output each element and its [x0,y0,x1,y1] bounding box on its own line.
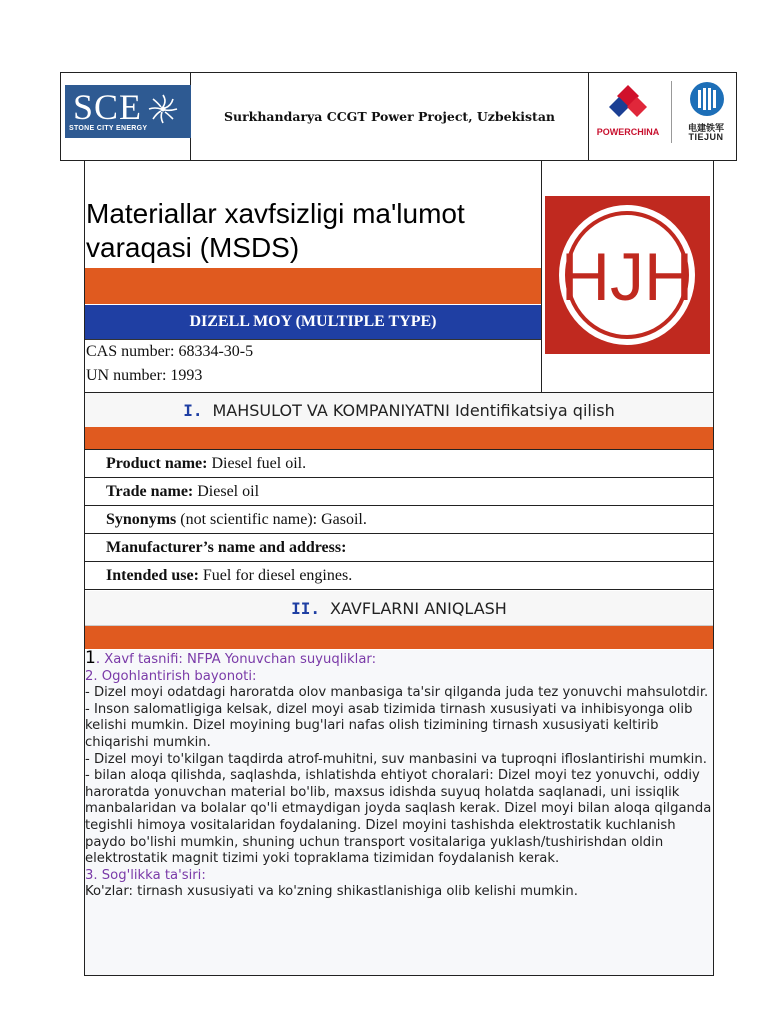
item3-heading: 3. Sog'likka ta'siri: [85,867,206,883]
hazards-content [85,650,713,975]
powerchina-text: POWERCHINA [596,127,660,137]
hjh-emblem-icon [545,196,710,354]
section2-title: XAVFLARNI ANIQLASH [330,598,507,618]
item1-number: 1 [85,648,96,668]
tiejun-chinese-text: 电建铁军 [687,124,724,134]
cas-number: CAS number: 68334-30-5 [86,343,254,360]
section2-header [85,591,713,626]
orange-bar [85,268,541,304]
sce-logo [65,85,191,138]
section1-orange-bar [85,427,713,450]
manufacturer-row: Manufacturer’s name and address: [85,534,713,562]
logo-separator [671,81,672,143]
section2-number: II. [291,598,321,618]
product-banner: DIZELL MOY (MULTIPLE TYPE) [85,305,541,339]
document-title: Materiallar xavfsizligi ma'lumot varaqasi (MSDS) [86,198,465,263]
product-name-row: Product name: Diesel fuel oil. [85,450,713,478]
item2-para3: - Dizel moyi to'kilgan taqdirda atrof-muhitni, suv manbasini va tuproqni ifloslantirishi mumkin. [85,751,707,767]
sce-logo-cell [61,73,191,160]
item2-para1: - Dizel moyi odatdagi haroratda olov manbasiga ta'sir qilganda juda tez yonuvchi mahsulotdir. [85,685,709,701]
section1-header [85,393,713,428]
banner-underline [85,339,541,340]
hjh-stamp-image [545,196,710,354]
sce-logo-text: SCE [73,87,143,127]
title-stamp-divider [541,161,542,392]
item1 [85,650,713,669]
section1-number: I. [183,400,203,420]
item2-para4: - bilan aloqa qilishda, saqlashda, ishlatishda ehtiyot choralari: Dizel moyi tez yonuvchi, oddiy haroratda yonuvchan material bo'lib, maxsus idishda suyuq holatda saqlanadi, uni issiqlik manbalaridan va bolalar qo'li etmaydigan joyda saqlash kerak. Dizel moyi bilan aloqa qilganda tegishli himoya vositalaridan foydalaning. Dizel moyini tashishda elektrostatik kuchlanish paydo bo'lishi mumkin, shuning uchun transport vositalariga yuklash/tushirishdan oldin elektrostatik magnit tizimi yoki topraklama tizimidan foydalanish kerak. [85,768,712,867]
synonyms-row: Synonyms (not scientific name): Gasoil. [85,506,713,534]
project-title: Surkhandarya CCGT Power Project, Uzbekistan [191,73,589,160]
partner-logos-cell [589,73,736,160]
intended-use-row: Intended use: Fuel for diesel engines. [85,562,713,590]
item2-para2: - Inson salomatligiga kelsak, dizel moyi asab tizimida tirnash xususiyati va inhibisyonga olib kelishi mumkin. Dizel moyining bug'lari nafas olish tizimining tirnash xususiyati keltirib chiqarishi mumkin. [85,701,693,750]
sce-logo-subtext: STONE CITY ENERGY [69,125,148,132]
hjh-stamp-text: HJH [560,239,694,315]
item1-text: . Xavf tasnifi: NFPA Yonuvchan suyuqliklar: [95,652,377,667]
un-number: UN number: 1993 [86,367,203,384]
document-header [60,72,737,161]
item2-heading: 2. Ogohlantirish bayonoti: [85,668,257,684]
section2-orange-bar [85,626,713,649]
tiejun-english-text: TIEJUN [688,132,724,142]
section1-title: MAHSULOT VA KOMPANIYATNI Identifikatsiya qilish [212,400,615,420]
item3-text: Ko'zlar: tirnash xususiyati va ko'zning shikastlanishiga olib kelishi mumkin. [85,884,578,900]
sunburst-icon [145,91,181,127]
trade-name-row: Trade name: Diesel oil [85,478,713,506]
tiejun-logo-icon [689,81,725,117]
powerchina-logo-icon [605,83,651,123]
